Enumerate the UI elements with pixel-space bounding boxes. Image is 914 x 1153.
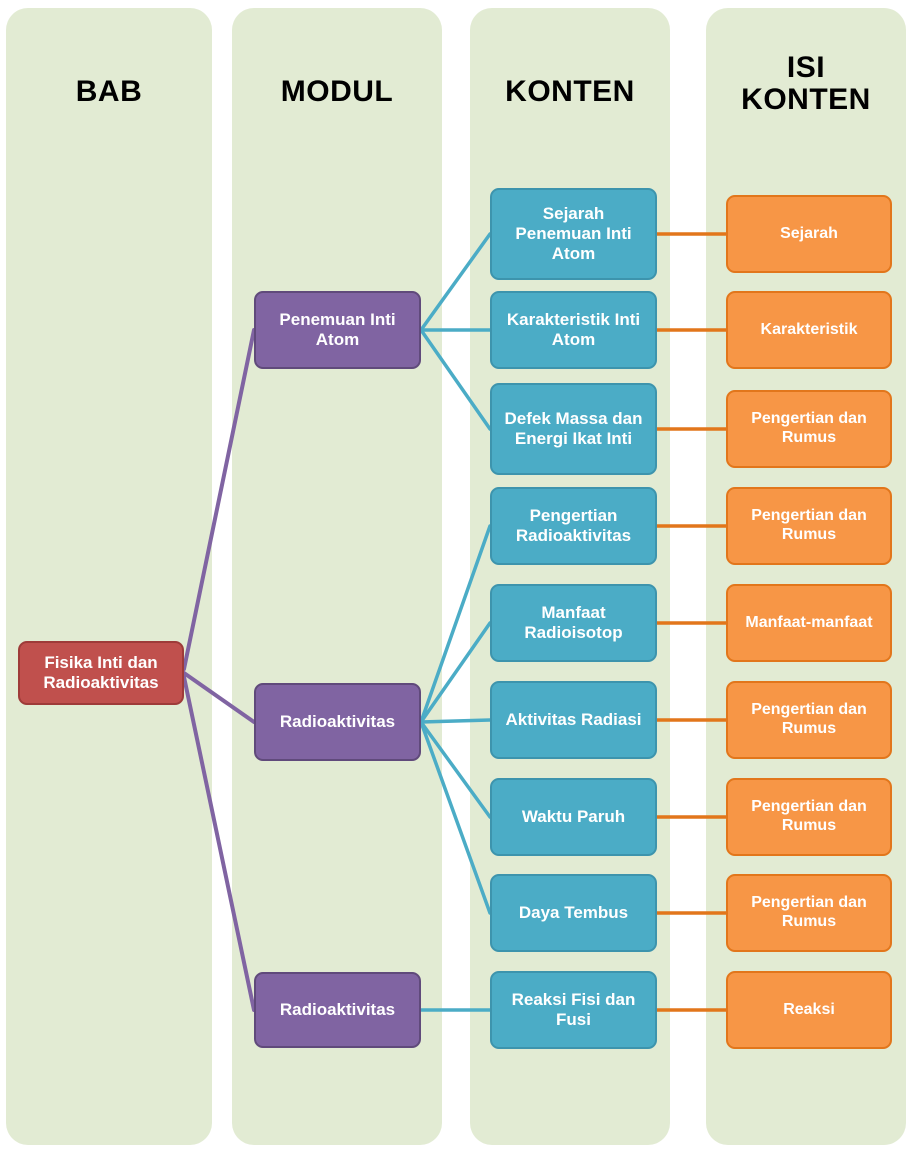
konten-node-6[interactable]: Waktu Paruh <box>490 778 657 856</box>
column-title-modul: MODUL <box>280 75 394 108</box>
isi-node-6[interactable]: Pengertian dan Rumus <box>726 778 892 856</box>
column-title-konten: KONTEN <box>505 75 635 108</box>
modul-node-1[interactable]: Radioaktivitas <box>254 683 421 761</box>
modul-node-2[interactable]: Radioaktivitas <box>254 972 421 1048</box>
isi-node-2[interactable]: Pengertian dan Rumus <box>726 390 892 468</box>
konten-node-2[interactable]: Defek Massa dan Energi Ikat Inti <box>490 383 657 475</box>
bab-node-0[interactable]: Fisika Inti dan Radioaktivitas <box>18 641 184 705</box>
isi-node-7[interactable]: Pengertian dan Rumus <box>726 874 892 952</box>
modul-node-0[interactable]: Penemuan Inti Atom <box>254 291 421 369</box>
isi-node-4[interactable]: Manfaat-manfaat <box>726 584 892 662</box>
column-title-isi-konten: ISI KONTEN <box>741 51 871 116</box>
konten-node-7[interactable]: Daya Tembus <box>490 874 657 952</box>
konten-node-8[interactable]: Reaksi Fisi dan Fusi <box>490 971 657 1049</box>
konten-node-3[interactable]: Pengertian Radioaktivitas <box>490 487 657 565</box>
column-title-bab: BAB <box>75 75 143 108</box>
isi-node-1[interactable]: Karakteristik <box>726 291 892 369</box>
column-background-bab <box>6 8 212 1145</box>
isi-node-0[interactable]: Sejarah <box>726 195 892 273</box>
konten-node-4[interactable]: Manfaat Radioisotop <box>490 584 657 662</box>
konten-node-0[interactable]: Sejarah Penemuan Inti Atom <box>490 188 657 280</box>
konten-node-5[interactable]: Aktivitas Radiasi <box>490 681 657 759</box>
konten-node-1[interactable]: Karakteristik Inti Atom <box>490 291 657 369</box>
isi-node-8[interactable]: Reaksi <box>726 971 892 1049</box>
isi-node-5[interactable]: Pengertian dan Rumus <box>726 681 892 759</box>
isi-node-3[interactable]: Pengertian dan Rumus <box>726 487 892 565</box>
